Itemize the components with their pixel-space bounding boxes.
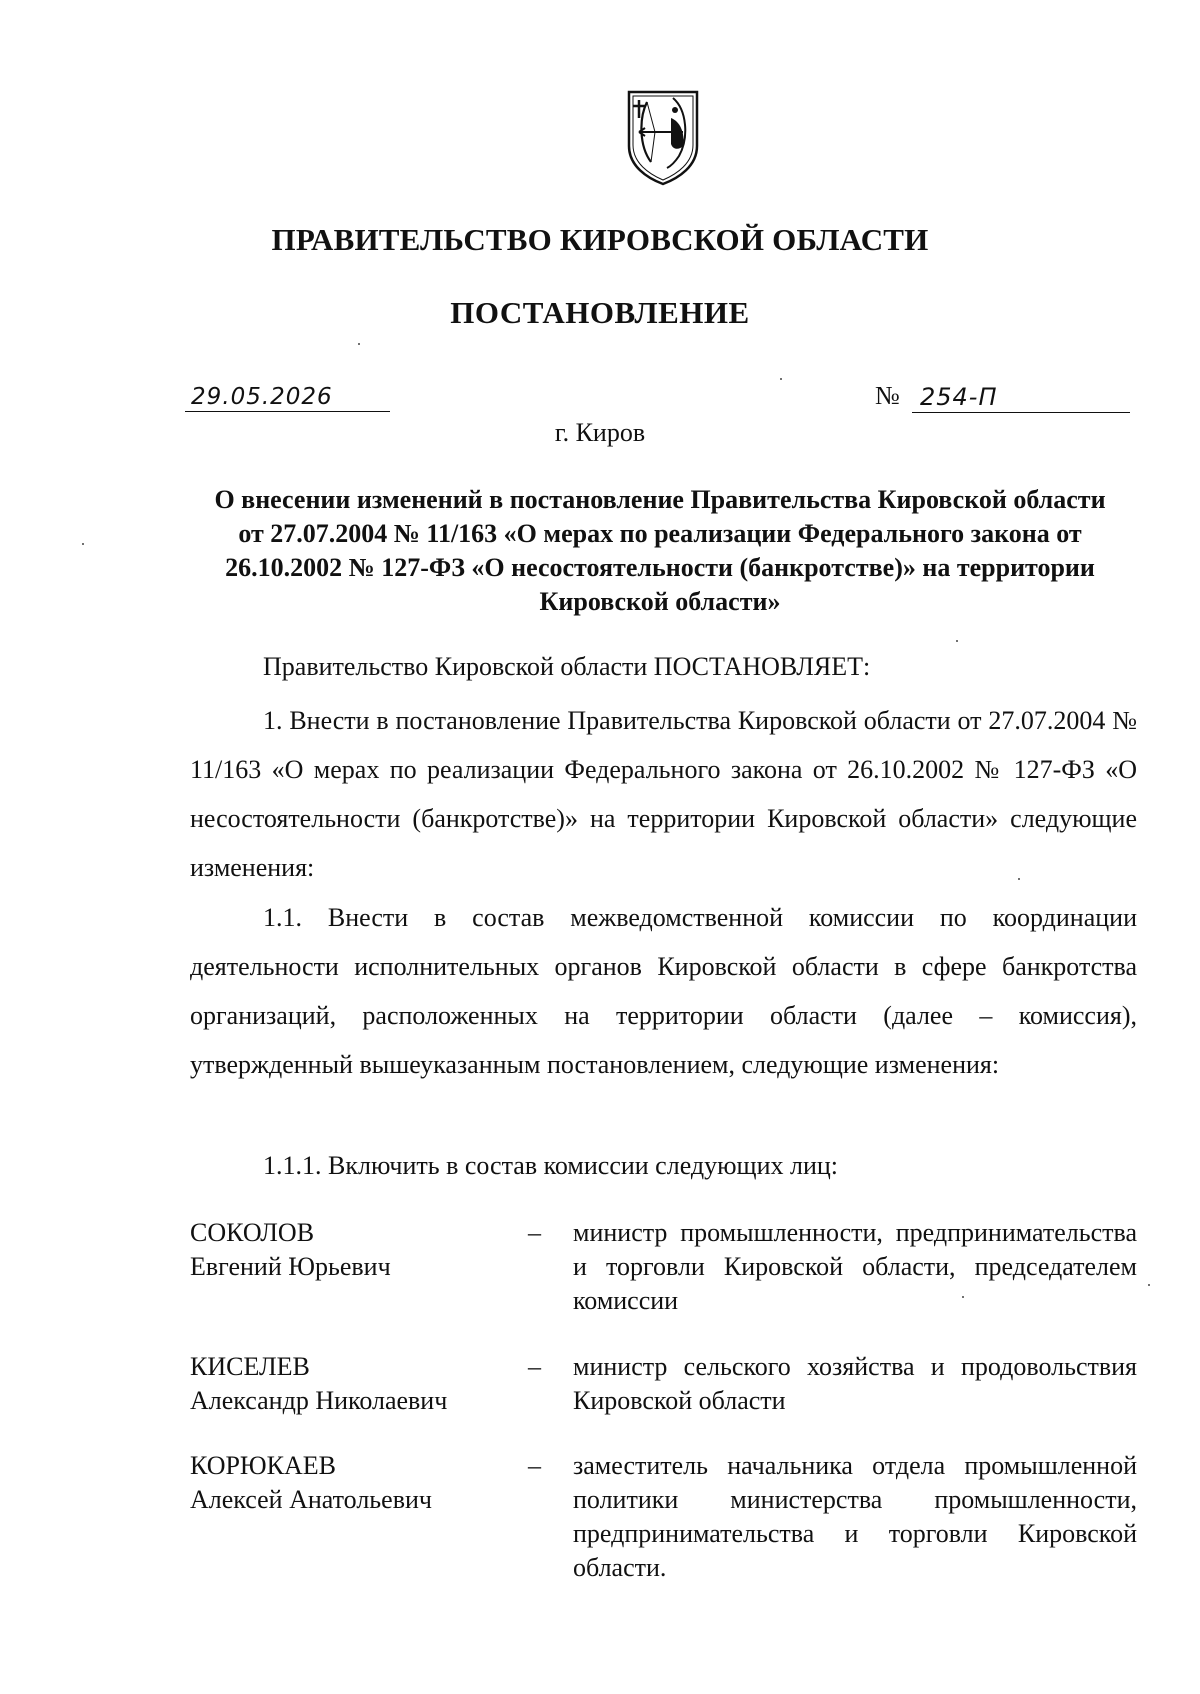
- scan-speck: [82, 543, 84, 545]
- member-role: министр сельского хозяйства и продовольствия Кировской области: [573, 1352, 1137, 1415]
- city: г. Киров: [554, 418, 646, 447]
- number-sign: №: [875, 381, 900, 410]
- member-name: [190, 1449, 520, 1517]
- document-type: ПОСТАНОВЛЕНИЕ: [450, 295, 750, 330]
- member-surname: КОРЮКАЕВ: [190, 1451, 336, 1480]
- member-surname: СОКОЛОВ: [190, 1218, 315, 1247]
- date-field: [185, 383, 390, 412]
- scan-speck: [962, 1296, 964, 1298]
- scan-speck: [1148, 1284, 1150, 1286]
- paragraph-1: 1. Внести в постановление Правительства Кировской области от 27.07.2004 № 11/163 «О мерах по реализации Федерального закона от 26.10.2002 № 127-ФЗ «О несостоятельности (банкротстве)» на территории Кировской области» следующие изменения:: [190, 706, 1137, 882]
- member-dash: –: [528, 1451, 541, 1480]
- scan-speck: [956, 640, 958, 642]
- scan-speck: [780, 378, 782, 380]
- member-dash: –: [528, 1352, 541, 1381]
- document-subject: О внесении изменений в постановление Правительства Кировской области от 27.07.2004 № 11/163 «О мерах по реализации Федерального закона от 26.10.2002 № 127-ФЗ «О несостоятельности (банкротстве)» на территории Кировской области»: [214, 485, 1106, 616]
- member-given-names: Евгений Юрьевич: [190, 1252, 391, 1281]
- document-number: 254-П: [920, 383, 998, 411]
- coat-of-arms-icon: [625, 88, 701, 186]
- member-name: [190, 1350, 520, 1418]
- member-given-names: Алексей Анатольевич: [190, 1485, 432, 1514]
- number-field: [875, 383, 1130, 413]
- member-surname: КИСЕЛЕВ: [190, 1352, 310, 1381]
- member-dash: –: [528, 1218, 541, 1247]
- member-role: заместитель начальника отдела промышленной политики министерства промышленности, предпринимательства и торговли Кировской области.: [573, 1451, 1137, 1582]
- organization-title: ПРАВИТЕЛЬСТВО КИРОВСКОЙ ОБЛАСТИ: [271, 222, 929, 257]
- paragraph-1-1-1: 1.1.1. Включить в состав комиссии следующих лиц:: [263, 1151, 839, 1180]
- preamble: Правительство Кировской области ПОСТАНОВЛЯЕТ:: [263, 652, 871, 681]
- paragraph-1-1: 1.1. Внести в состав межведомственной комиссии по координации деятельности исполнительных органов Кировской области в сфере банкротства организаций, расположенных на территории области (далее – комиссия), утвержденный вышеуказанным постановлением, следующие изменения:: [190, 903, 1137, 1079]
- scan-speck: [358, 343, 360, 345]
- number-line: [912, 382, 1130, 413]
- member-given-names: Александр Николаевич: [190, 1386, 448, 1415]
- document-date: 29.05.2026: [191, 384, 333, 410]
- member-name: [190, 1216, 520, 1284]
- member-role: министр промышленности, предпринимательства и торговли Кировской области, председателем комиссии: [573, 1218, 1137, 1315]
- scan-speck: [1018, 878, 1020, 880]
